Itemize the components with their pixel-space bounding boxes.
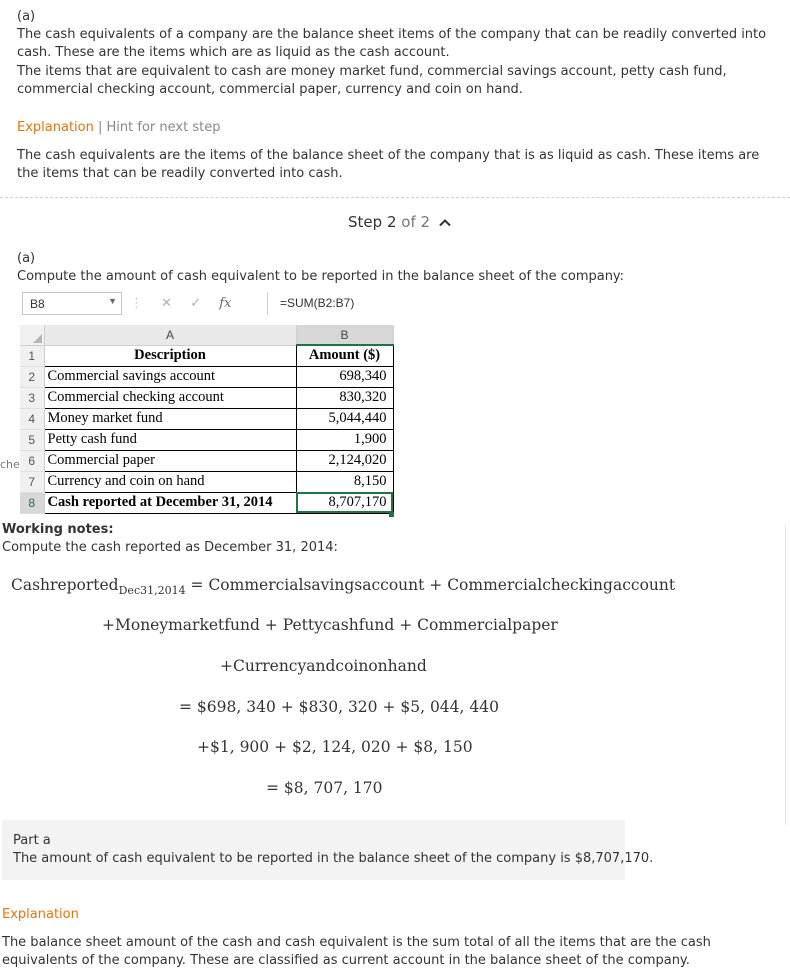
column-header-b[interactable]: B [296, 325, 393, 345]
row-header-selected[interactable]: 8 [20, 492, 44, 513]
row-header[interactable]: 4 [20, 408, 44, 429]
cell-amount-header[interactable]: Amount ($) [296, 345, 393, 366]
side-divider [785, 525, 786, 825]
cell-amount[interactable]: 698,340 [296, 366, 393, 387]
part-label: (a) [17, 9, 36, 24]
dropdown-icon[interactable]: ▼ [108, 296, 117, 306]
column-header-a[interactable]: A [44, 325, 296, 345]
cell-total-value[interactable]: 8,707,170 [296, 492, 393, 513]
row-header[interactable]: 1 [20, 345, 44, 366]
answer-title: Part a [13, 833, 51, 848]
row-header[interactable]: 5 [20, 429, 44, 450]
row-header[interactable]: 2 [20, 366, 44, 387]
chevron-up-icon[interactable] [439, 213, 451, 231]
cell-amount[interactable]: 1,900 [296, 429, 393, 450]
name-box[interactable] [22, 292, 122, 315]
working-notes-title: Working notes: [2, 522, 114, 537]
final-explanation-text: The balance sheet amount of the cash and cash equivalent is the sum total of all the items that are the cash equivalents of the company. These are classified as current account in the balance sheet of the company. [2, 935, 711, 968]
step-divider [0, 197, 790, 198]
row-header[interactable]: 6 [20, 450, 44, 471]
equation-line-2: +Moneymarketfund + Pettycashfund + Commercialpaper [102, 616, 558, 634]
formula-buttons [130, 292, 245, 315]
hint-separator: | [98, 120, 103, 135]
answer-text: The amount of cash equivalent to be reported in the balance sheet of the company is $8,707,170. [13, 851, 654, 866]
explanation-row [17, 119, 220, 137]
cell-description[interactable]: Commercial paper [44, 450, 296, 471]
step-header[interactable] [348, 213, 451, 231]
formula-bar[interactable]: =SUM(B2:B7) [267, 292, 393, 315]
final-explanation-label[interactable]: Explanation [2, 907, 79, 922]
select-all-corner[interactable] [20, 325, 44, 345]
working-notes-intro: Compute the cash reported as December 31, 2014: [2, 540, 338, 555]
cell-description-header[interactable]: Description [44, 345, 296, 366]
side-fragment: che [0, 458, 20, 471]
cell-description[interactable]: Commercial savings account [44, 366, 296, 387]
cell-amount[interactable]: 2,124,020 [296, 450, 393, 471]
step-word: Step [348, 213, 383, 231]
row-header[interactable]: 3 [20, 387, 44, 408]
fill-handle[interactable] [389, 512, 394, 517]
definition-paragraph: The cash equivalents of a company are the balance sheet items of the company that can be readily converted into cash. These are the items which are as liquid as the cash account. [17, 27, 767, 60]
explanation-toggle[interactable]: Explanation [17, 120, 94, 135]
cell-amount[interactable]: 8,150 [296, 471, 393, 492]
equation-rhs-1: = Commercialsavingsaccount + Commercialcheckingaccount [190, 576, 676, 594]
row-header[interactable]: 7 [20, 471, 44, 492]
name-box-value: B8 [30, 297, 45, 311]
cell-description[interactable]: Petty cash fund [44, 429, 296, 450]
equation-subscript: Dec31,2014 [118, 584, 186, 597]
equation-line-5: +$1, 900 + $2, 124, 020 + $8, 150 [197, 738, 473, 756]
cancel-icon[interactable]: ✕ [161, 296, 173, 311]
equation-line-1 [11, 576, 676, 597]
step-total: of 2 [401, 213, 431, 231]
step-number: 2 [386, 213, 397, 231]
equation-line-4: = $698, 340 + $830, 320 + $5, 044, 440 [179, 698, 499, 716]
cell-description[interactable]: Commercial checking account [44, 387, 296, 408]
items-paragraph: The items that are equivalent to cash are money market fund, commercial savings account, petty cash fund, commercial checking account, commercial paper, currency and coin on hand. [17, 64, 727, 97]
compute-intro: Compute the amount of cash equivalent to be reported in the balance sheet of the company: [17, 269, 625, 284]
explanation-text: The cash equivalents are the items of the balance sheet of the company that is as liquid as cash. These items are the items that can be readily converted into cash. [17, 148, 760, 181]
part-label-2: (a) [17, 251, 36, 266]
hint-link[interactable]: Hint for next step [106, 120, 221, 135]
answer-box [2, 820, 654, 880]
equation-line-3: +Currencyandcoinonhand [220, 657, 427, 675]
cell-description[interactable]: Money market fund [44, 408, 296, 429]
equation-lhs: Cashreported [11, 576, 119, 594]
cell-amount[interactable]: 5,044,440 [296, 408, 393, 429]
fx-icon[interactable]: fx [219, 296, 232, 311]
more-icon: ⋮ [130, 296, 143, 311]
spreadsheet-grid [20, 325, 394, 514]
cell-total-label[interactable]: Cash reported at December 31, 2014 [44, 492, 296, 513]
cell-amount[interactable]: 830,320 [296, 387, 393, 408]
equation-line-6: = $8, 707, 170 [266, 779, 383, 797]
check-icon[interactable]: ✓ [190, 296, 202, 311]
cell-description[interactable]: Currency and coin on hand [44, 471, 296, 492]
